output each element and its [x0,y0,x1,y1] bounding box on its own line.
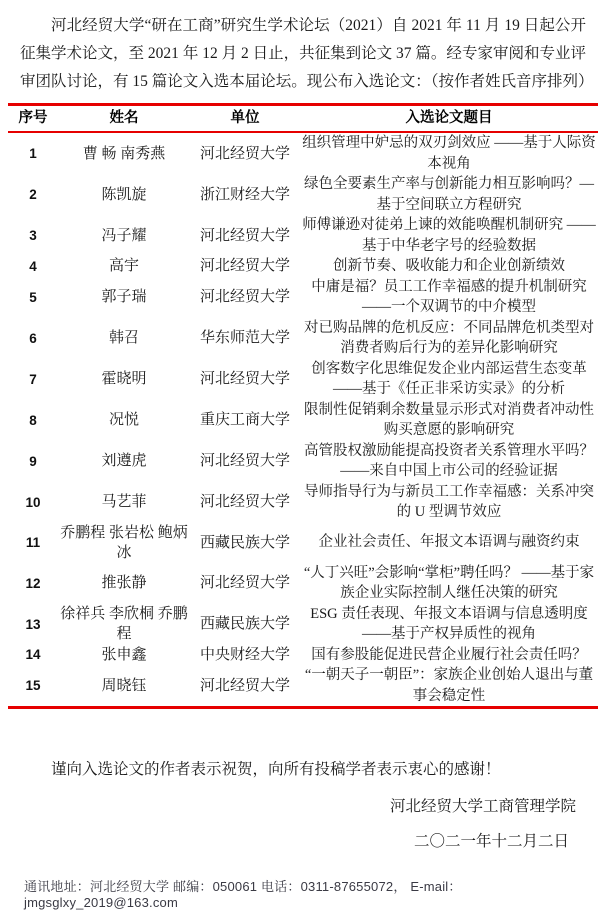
paper-title: 国有参股能促进民营企业履行社会责任吗？ [311,646,587,663]
row-number: 15 [25,678,41,693]
table-row [8,604,598,645]
paper-title: “人丁兴旺”会影响“掌柜”聘任吗？ ——基于家族企业实际控制人继任决策的研究 [303,564,595,601]
signature-line: 河北经贸大学工商管理学院 [389,798,576,815]
row-number: 9 [29,453,37,469]
paper-title: 企业社会责任、年报文本语调与融资约束 [318,534,580,551]
table-row [8,665,598,708]
institution: 河北经贸大学 [199,258,290,275]
table-row [8,215,598,256]
row-number: 8 [29,412,37,428]
row-number: 10 [25,494,41,510]
author-name: 徐祥兵 李欣桐 乔鹏程 [60,606,188,642]
author-name: 乔鹏程 张岩松 鲍炳冰 [60,524,188,561]
paper-title: 限制性促销剩余数量显示形式对消费者冲动性购买意愿的影响研究 [304,401,594,438]
header-cell-org: 单位 [230,110,260,126]
author-name: 刘遵虎 [101,453,147,469]
institution: 河北经贸大学 [199,289,290,305]
header-cell-title: 入选论文题目 [405,110,493,126]
table-row [8,482,598,523]
author-name: 曹 畅 南秀燕 [82,145,166,162]
table-row [8,174,598,215]
author-name: 霍晓明 [101,371,147,387]
paper-title: ESG 责任表现、年报文本语调与信息透明度 ——基于产权异质性的视角 [310,605,588,642]
row-number: 12 [25,575,41,591]
papers-table-head [8,105,598,133]
institution: 河北经贸大学 [199,371,290,387]
author-name: 况悦 [108,412,139,428]
table-row [8,256,598,277]
row-number: 4 [29,258,37,274]
author-name: 高宇 [108,258,139,275]
table-row [8,441,598,482]
paper-title: 组织管理中妒忌的双刃剑效应 ——基于人际资本视角 [302,135,596,172]
table-row [8,318,598,359]
author-name: 周晓钰 [101,677,147,694]
paper-title: 高管股权激励能提高投资者关系管理水平吗？——来自中国上市公司的经验证据 [304,442,594,479]
row-number: 2 [29,187,37,202]
paper-title: 创新节奏、吸收能力和企业创新绩效 [333,258,565,274]
row-number: 6 [29,330,37,346]
institution: 中央财经大学 [199,646,290,663]
institution: 重庆工商大学 [199,412,290,428]
institution: 河北经贸大学 [199,453,290,469]
paper-title: 创客数字化思维促发企业内部运营生态变革 ——基于《任正非采访实录》的分析 [311,360,587,397]
papers-table-body [8,132,598,708]
congrats-text: 谨向入选论文的作者表示祝贺，向所有投稿学者表示衷心的感谢！ [51,761,501,778]
table-row [8,400,598,441]
institution: 华东师范大学 [199,330,290,346]
institution: 河北经贸大学 [199,227,290,244]
paper-title: 导师指导行为与新员工工作幸福感：关系冲突的 U 型调节效应 [304,483,594,520]
row-number: 14 [25,647,41,663]
intro-paragraph: 河北经贸大学“研在工商”研究生学术论坛（2021）自 2021 年 11 月 19 日起公开征集学术论文，至 2021 年 12 月 2 日止，共征集到论文 37 篇。经专家审阅和专业评审团队讨论，有 15 篇论文入选本届论坛。现公布入选论文：（按作者姓氏音序排列） [20,17,594,90]
author-name: 张申鑫 [101,646,147,663]
institution: 河北经贸大学 [199,677,290,694]
author-name: 郭子瑞 [101,289,147,305]
paper-title: 师傅谦逊对徒弟上谏的效能唤醒机制研究 ——基于中华老字号的经验数据 [302,217,596,254]
author-name: 推张静 [101,575,147,591]
institution: 西藏民族大学 [199,534,290,551]
header-cell-name: 姓名 [109,110,139,126]
table-row [8,523,598,563]
table-header-row [8,105,598,133]
announcement-page [0,12,606,910]
row-number: 13 [25,616,41,632]
table-row [8,563,598,604]
row-number: 7 [29,371,37,387]
author-name: 冯子耀 [101,227,147,244]
row-number: 1 [29,146,37,161]
table-row [8,645,598,666]
paper-title: 对已购品牌的危机反应：不同品牌危机类型对消费者购后行为的差异化影响研究 [304,319,594,356]
author-name: 韩召 [108,330,139,346]
date-line: 二〇二一年十二月二日 [413,833,569,850]
table-row [8,132,598,174]
header-cell-no: 序号 [18,110,48,126]
institution: 浙江财经大学 [199,186,290,203]
papers-table [8,103,598,709]
row-number: 11 [25,535,41,550]
institution: 河北经贸大学 [199,494,290,510]
table-row [8,359,598,400]
institution: 河北经贸大学 [199,145,290,162]
institution: 西藏民族大学 [199,616,290,632]
row-number: 5 [29,289,37,305]
author-name: 马艺菲 [101,494,147,510]
table-row [8,277,598,318]
row-number: 3 [29,228,37,243]
paper-title: “一朝天子一朝臣”：家族企业创始人退出与董事会稳定性 [304,667,594,704]
paper-title: 绿色全要素生产率与创新能力相互影响吗？—基于空间联立方程研究 [304,176,594,213]
paper-title: 中庸是福？员工工作幸福感的提升机制研究 ——一个双调节的中介模型 [311,278,587,315]
institution: 河北经贸大学 [199,575,290,591]
author-name: 陈凯旋 [101,186,147,203]
footer-contact: 通讯地址：河北经贸大学 邮编：050061 电话：0311-87655072， E-mail：jmgsglxy_2019@163.com [24,879,462,910]
